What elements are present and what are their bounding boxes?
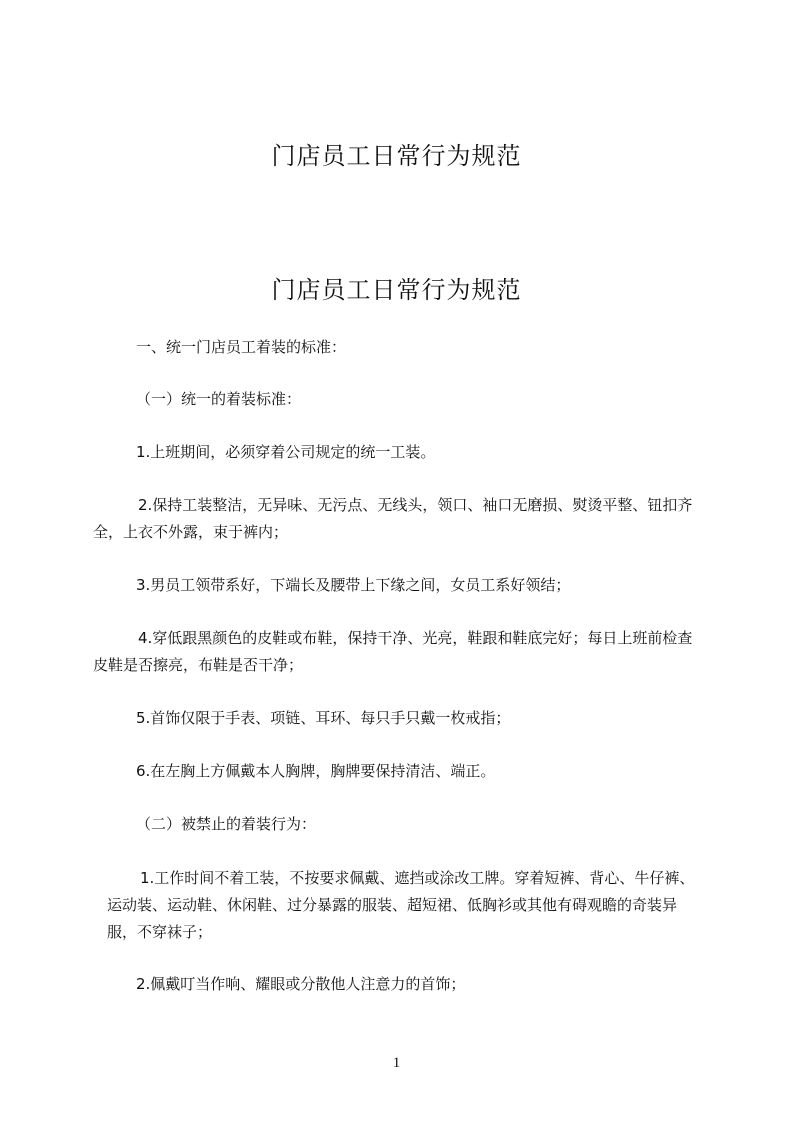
section-heading: 一、统一门店员工着装的标准： [136,338,347,356]
standard-item: 1.上班期间，必须穿着公司规定的统一工装。 [136,443,436,461]
standard-item: 3.男员工领带系好，下端长及腰带上下缘之间，女员工系好领结； [136,576,571,594]
standard-item: 6.在左胸上方佩戴本人胸牌，胸牌要保持清洁、端正。 [136,762,496,780]
standard-item: 5.首饰仅限于手表、项链、耳环、每只手只戴一枚戒指； [136,709,511,727]
page-number: 1 [392,1055,401,1071]
prohibited-item: 2.佩戴叮当作响、耀眼或分散他人注意力的首饰； [136,975,466,993]
subsection-heading: （二）被禁止的着装行为： [136,815,317,833]
document-title-top: 门店员工日常行为规范 [271,142,522,170]
standard-item: 2.保持工装整洁，无异味、无污点、无线头，领口、袖口无磨损、熨烫平整、钮扣齐全，上衣不外露，束于裤内； [93,496,693,541]
subsection-heading: （一）统一的着装标准： [136,390,302,408]
standard-item: 4.穿低跟黑颜色的皮鞋或布鞋，保持干净、光亮，鞋跟和鞋底完好；每日上班前检查皮鞋是否擦亮，布鞋是否干净； [93,629,693,674]
document-title-main: 门店员工日常行为规范 [271,276,522,304]
prohibited-item: 1.工作时间不着工装，不按要求佩戴、遮挡或涂改工牌。穿着短裤、背心、牛仔裤、运动装、运动鞋、休闲鞋、过分暴露的服装、超短裙、低胸衫或其他有碍观瞻的奇装异服，不穿袜子； [107,869,695,941]
